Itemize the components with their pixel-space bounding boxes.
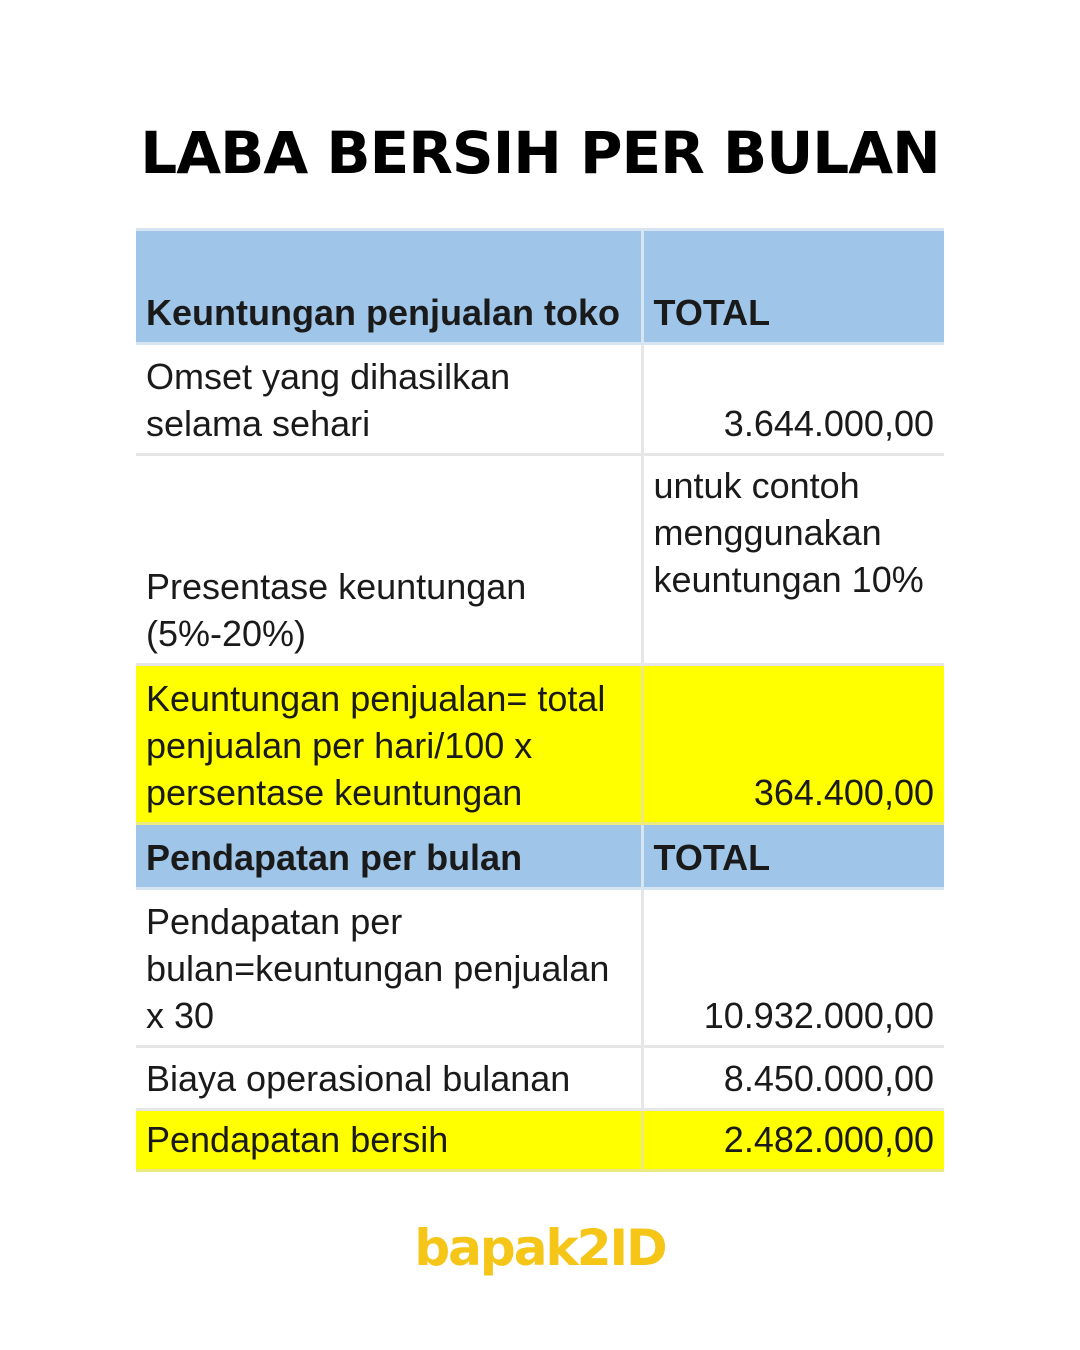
table-row: [136, 889, 944, 1047]
row-note: untuk contoh menggunakan keuntungan 10%: [642, 455, 944, 665]
header-cell-label: Keuntungan penjualan toko: [136, 230, 642, 344]
page-title: LABA BERSIH PER BULAN: [140, 119, 940, 187]
table-row: [136, 455, 944, 665]
header-cell-total: TOTAL: [642, 230, 944, 344]
table-row: [136, 1047, 944, 1110]
row-value: 3.644.000,00: [642, 344, 944, 455]
row-label: Keuntungan penjualan= total penjualan per hari/100 x persentase keuntungan: [136, 665, 642, 824]
table-row-highlighted: [136, 1110, 944, 1171]
row-value: 2.482.000,00: [642, 1110, 944, 1171]
row-value: 10.932.000,00: [642, 889, 944, 1047]
row-label: Presentase keuntungan (5%-20%): [136, 455, 642, 665]
profit-table: [136, 228, 944, 1172]
brand-logo: bapak2ID: [414, 1219, 666, 1277]
table-row-highlighted: [136, 665, 944, 824]
header-cell-label: Pendapatan per bulan: [136, 824, 642, 889]
row-label: Pendapatan bersih: [136, 1110, 642, 1171]
row-label: Pendapatan per bulan=keuntungan penjualan x 30: [136, 889, 642, 1047]
row-value: 8.450.000,00: [642, 1047, 944, 1110]
row-value: 364.400,00: [642, 665, 944, 824]
row-label: Biaya operasional bulanan: [136, 1047, 642, 1110]
table-header-row: [136, 824, 944, 889]
header-cell-total: TOTAL: [642, 824, 944, 889]
table-row: [136, 344, 944, 455]
table-header-row: [136, 230, 944, 344]
row-label: Omset yang dihasilkan selama sehari: [136, 344, 642, 455]
